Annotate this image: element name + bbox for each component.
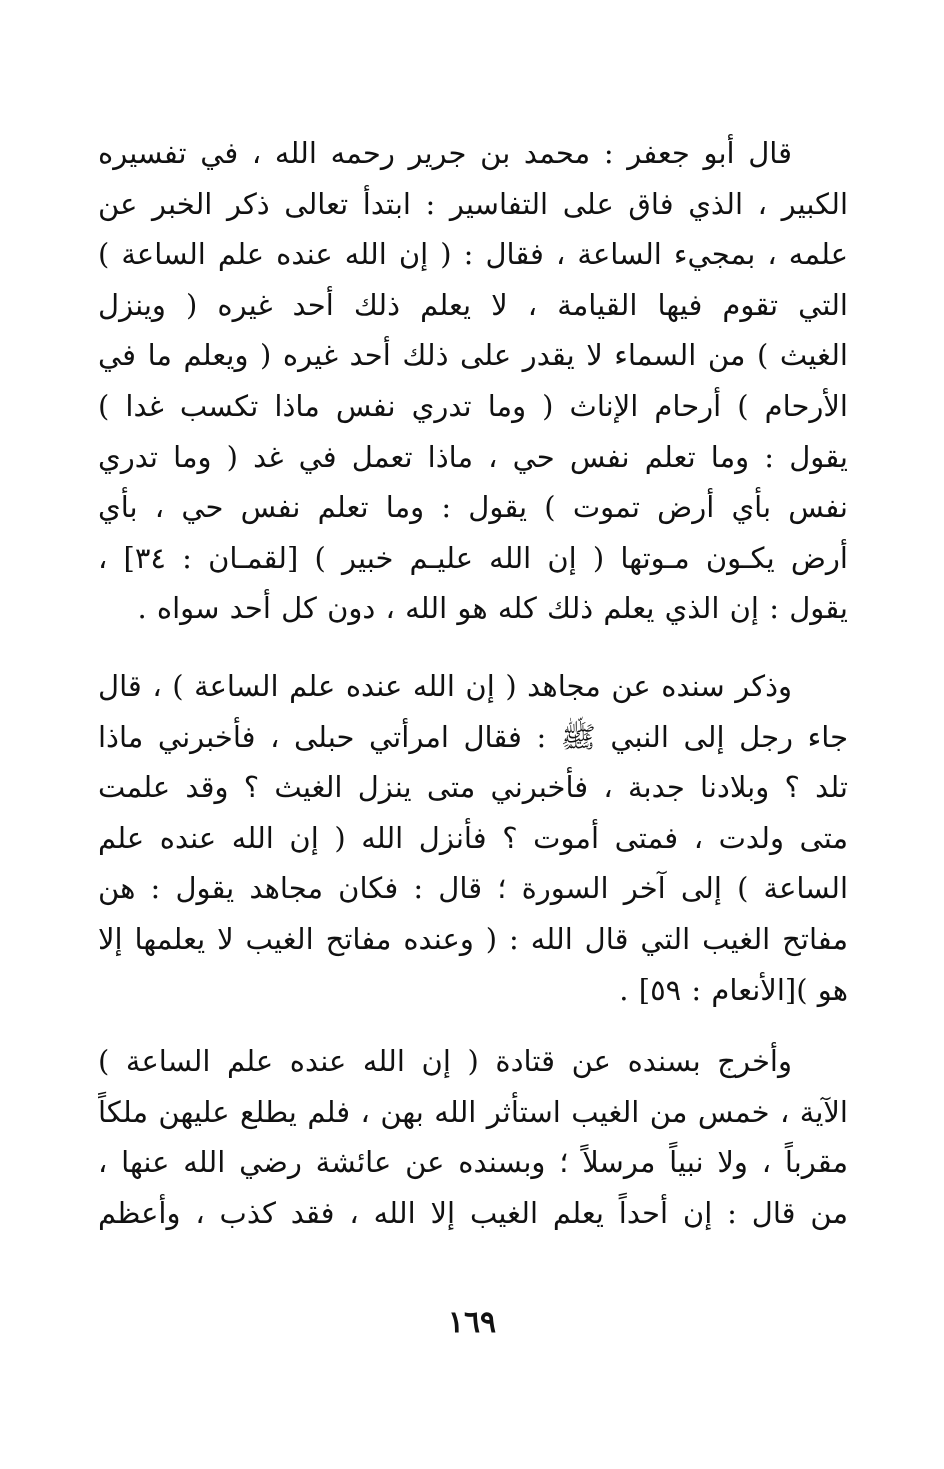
text-line: يقول : وما تعلم نفس حي ، ماذا تعمل في غد ( وما تدري: [98, 439, 848, 474]
paragraph-qatada: [98, 1036, 848, 1238]
text-line: مفاتح الغيب التي قال الله : ( وعنده مفاتح الغيب لا يعلمها إلا: [98, 921, 848, 956]
paragraph-tafsir-tabari: [98, 128, 848, 634]
text-line: التي تقوم فيها القيامة ، لا يعلم ذلك أحد غيره ( وينزل: [98, 287, 848, 322]
text-line: الآية ، خمس من الغيب استأثر الله بهن ، فلم يطلع عليهن ملكاً: [98, 1094, 848, 1129]
text-line: الكبير ، الذي فاق على التفاسير : ابتدأ تعالى ذكر الخبر عن: [98, 186, 848, 221]
text-line: يقول : إن الذي يعلم ذلك كله هو الله ، دون كل أحد سواه .: [137, 591, 848, 626]
text-line: مقرباً ، ولا نبياً مرسلاً ؛ وبسنده عن عائشة رضي الله عنها ،: [98, 1145, 848, 1180]
page-number: ١٦٩: [447, 1305, 497, 1340]
text-line: جاء رجل إلى النبي ﷺ : فقال امرأتي حبلى ، فأخبرني ماذا: [98, 719, 848, 754]
text-line: الغيث ) من السماء لا يقدر على ذلك أحد غيره ( ويعلم ما في: [98, 338, 848, 373]
paragraph-mujahid: [98, 661, 848, 1015]
text-line: تلد ؟ وبلادنا جدبة ، فأخبرني متى ينزل الغيث ؟ وقد علمت: [98, 770, 848, 805]
text-line: الساعة ) إلى آخر السورة ؛ قال : فكان مجاهد يقول : هن: [98, 871, 848, 906]
text-line: وذكر سنده عن مجاهد ( إن الله عنده علم الساعة ) ، قال: [98, 669, 792, 703]
text-line: قال أبو جعفر : محمد بن جرير رحمه الله ، في تفسيره: [98, 136, 792, 170]
text-line: متى ولدت ، فمتى أموت ؟ فأنزل الله ( إن الله عنده علم: [98, 820, 848, 855]
text-line: من قال : إن أحداً يعلم الغيب إلا الله ، فقد كذب ، وأعظم: [98, 1195, 848, 1230]
text-line: الأرحام ) أرحام الإناث ( وما تدري نفس ماذا تكسب غدا ): [98, 388, 848, 423]
text-line: نفس بأي أرض تموت ) يقول : وما تعلم نفس حي ، بأي: [98, 490, 848, 525]
text-line: أرض يكـون مـوتها ( إن الله عليـم خبير ) [لقمـان : ٣٤] ،: [98, 540, 848, 575]
text-line: وأخرج بسنده عن قتادة ( إن الله عنده علم الساعة ): [98, 1044, 792, 1078]
text-line: هو )[الأنعام : ٥٩] .: [619, 972, 848, 1007]
text-line: علمه ، بمجيء الساعة ، فقال : ( إن الله عنده علم الساعة ): [98, 237, 848, 272]
